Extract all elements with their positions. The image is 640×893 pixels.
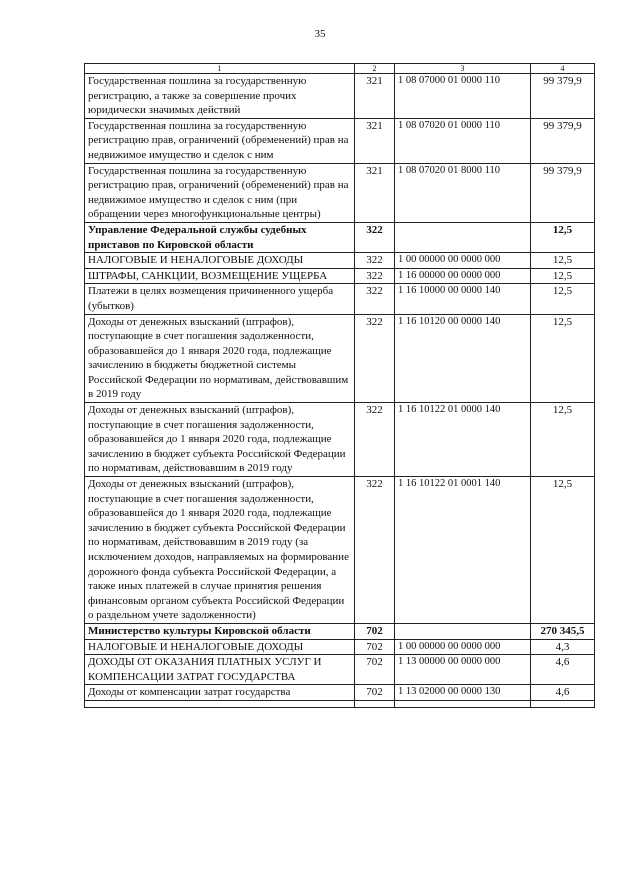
row-name: Платежи в целях возмещения причиненного ущерба (убытков) <box>85 284 355 314</box>
table-row-blank <box>85 700 595 707</box>
row-amount: 12,5 <box>531 253 595 269</box>
row-name: Доходы от денежных взысканий (штрафов), поступающие в счет погашения задолженности, образовавшейся до 1 января 2020 года, подлежащие зачислению в бюджет субъекта Российской Федерации по нормативам, действовавшим в 2019 году (за исключением доходов, направляемых на формирование дорожного фонда субъекта Российской Федерации, а также иных платежей в случае принятия решения финансовым органом субъекта Российской Федерации о раздельном учете задолженности) <box>85 477 355 624</box>
row-admin-code: 322 <box>355 284 395 314</box>
row-name: Государственная пошлина за государственную регистрацию прав, ограничений (обременений) прав на недвижимое имущество и сделок с ним <box>85 118 355 163</box>
row-name: Государственная пошлина за государственную регистрацию, а также за совершение прочих юридически значимых действий <box>85 74 355 119</box>
blank-cell <box>531 700 595 707</box>
row-admin-code: 702 <box>355 685 395 701</box>
row-revenue-code <box>395 222 531 252</box>
row-amount: 4,6 <box>531 685 595 701</box>
row-revenue-code: 1 08 07000 01 0000 110 <box>395 74 531 119</box>
row-revenue-code: 1 16 10000 00 0000 140 <box>395 284 531 314</box>
row-name: Доходы от компенсации затрат государства <box>85 685 355 701</box>
row-amount: 12,5 <box>531 268 595 284</box>
row-amount: 12,5 <box>531 284 595 314</box>
row-revenue-code: 1 00 00000 00 0000 000 <box>395 253 531 269</box>
row-admin-code: 322 <box>355 477 395 624</box>
row-revenue-code: 1 16 10120 00 0000 140 <box>395 314 531 403</box>
table-row <box>85 284 595 314</box>
row-admin-code: 702 <box>355 655 395 685</box>
table-row <box>85 403 595 477</box>
table-row <box>85 685 595 701</box>
row-amount: 99 379,9 <box>531 118 595 163</box>
row-name: Доходы от денежных взысканий (штрафов), поступающие в счет погашения задолженности, образовавшейся до 1 января 2020 года, подлежащие зачислению в бюджет субъекта Российской Федерации по нормативам, действовавшим в 2019 году <box>85 403 355 477</box>
row-admin-code: 702 <box>355 639 395 655</box>
table-row <box>85 477 595 624</box>
row-revenue-code: 1 16 10122 01 0000 140 <box>395 403 531 477</box>
table-row <box>85 74 595 119</box>
row-admin-code: 321 <box>355 74 395 119</box>
header-col-2: 2 <box>355 64 395 74</box>
page-number: 35 <box>314 28 326 40</box>
row-admin-code: 702 <box>355 623 395 639</box>
table-row <box>85 268 595 284</box>
row-name: Доходы от денежных взысканий (штрафов), поступающие в счет погашения задолженности, образовавшейся до 1 января 2020 года, подлежащие зачислению в бюджеты бюджетной системы Российской Федерации по нормативам, действовавшим в 2019 году <box>85 314 355 403</box>
row-amount: 12,5 <box>531 314 595 403</box>
table-header-row <box>85 64 595 74</box>
row-admin-code: 322 <box>355 222 395 252</box>
row-admin-code: 322 <box>355 314 395 403</box>
row-name: Государственная пошлина за государственную регистрацию прав, ограничений (обременений) прав на недвижимое имущество и сделок с ним (при обращении через многофункциональные центры) <box>85 163 355 222</box>
row-revenue-code: 1 16 10122 01 0001 140 <box>395 477 531 624</box>
row-revenue-code: 1 08 07020 01 0000 110 <box>395 118 531 163</box>
table-row <box>85 118 595 163</box>
table-row <box>85 655 595 685</box>
row-admin-code: 322 <box>355 268 395 284</box>
row-name: ДОХОДЫ ОТ ОКАЗАНИЯ ПЛАТНЫХ УСЛУГ И КОМПЕНСАЦИИ ЗАТРАТ ГОСУДАРСТВА <box>85 655 355 685</box>
blank-cell <box>395 700 531 707</box>
row-amount: 4,3 <box>531 639 595 655</box>
header-col-1: 1 <box>85 64 355 74</box>
header-col-3: 3 <box>395 64 531 74</box>
revenue-table <box>84 63 595 708</box>
blank-cell <box>355 700 395 707</box>
table-row <box>85 314 595 403</box>
row-admin-code: 321 <box>355 118 395 163</box>
row-amount: 99 379,9 <box>531 163 595 222</box>
row-amount: 12,5 <box>531 403 595 477</box>
row-admin-code: 322 <box>355 253 395 269</box>
row-admin-code: 321 <box>355 163 395 222</box>
row-amount: 4,6 <box>531 655 595 685</box>
row-revenue-code: 1 08 07020 01 8000 110 <box>395 163 531 222</box>
row-amount: 270 345,5 <box>531 623 595 639</box>
row-name: Управление Федеральной службы судебных приставов по Кировской области <box>85 222 355 252</box>
row-name: Министерство культуры Кировской области <box>85 623 355 639</box>
table-row-section <box>85 623 595 639</box>
row-revenue-code: 1 13 02000 00 0000 130 <box>395 685 531 701</box>
row-revenue-code <box>395 623 531 639</box>
row-revenue-code: 1 16 00000 00 0000 000 <box>395 268 531 284</box>
row-revenue-code: 1 13 00000 00 0000 000 <box>395 655 531 685</box>
row-revenue-code: 1 00 00000 00 0000 000 <box>395 639 531 655</box>
row-name: НАЛОГОВЫЕ И НЕНАЛОГОВЫЕ ДОХОДЫ <box>85 639 355 655</box>
blank-cell <box>85 700 355 707</box>
table-row <box>85 253 595 269</box>
row-amount: 12,5 <box>531 477 595 624</box>
header-col-4: 4 <box>531 64 595 74</box>
table-row <box>85 163 595 222</box>
row-name: ШТРАФЫ, САНКЦИИ, ВОЗМЕЩЕНИЕ УЩЕРБА <box>85 268 355 284</box>
table-row <box>85 639 595 655</box>
table-row-section <box>85 222 595 252</box>
row-name: НАЛОГОВЫЕ И НЕНАЛОГОВЫЕ ДОХОДЫ <box>85 253 355 269</box>
row-amount: 12,5 <box>531 222 595 252</box>
row-admin-code: 322 <box>355 403 395 477</box>
row-amount: 99 379,9 <box>531 74 595 119</box>
